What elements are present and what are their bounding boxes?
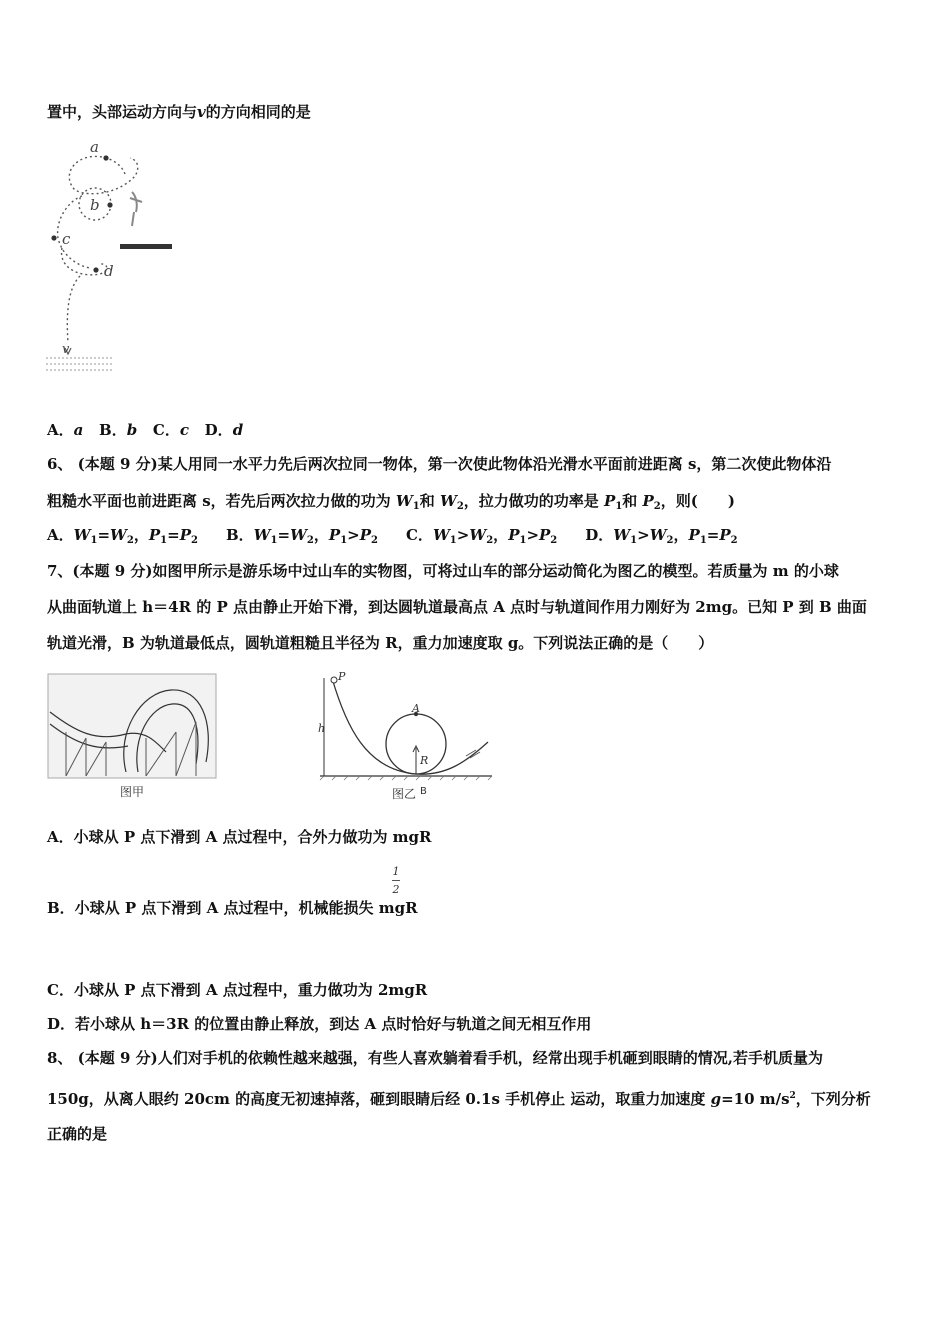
q7-line3: 轨道光滑，B 为轨道最低点，圆轨道粗糙且半径为 R，重力加速度取 g。下列说法正确的是（ ） (47, 634, 714, 652)
label-b: b (90, 196, 100, 214)
trajectory-path-top (69, 156, 137, 193)
ball-P (331, 677, 337, 683)
q6-line2: 粗糙水平面也前进距离 s，若先后两次拉力做的功为 $W_1$和 $W_2$，拉力做功的功率是 $P_1$和 $P_2$，则( ) (47, 492, 735, 512)
q6-option-c: C．$W_1>W_2$，$P_1>P_2$ (405, 526, 558, 546)
q8-line2: 150g，从离人眼约 20cm 的高度无初速掉落，砸到眼睛后经 0.1s 手机停止 运动，取重力加速度 g=10 $m/s^2$，下列分析 (47, 1090, 871, 1108)
q7-option-b: B．小球从 P 点下滑到 A 点过程中，机械能损失 mgR (47, 899, 418, 917)
label-v: v (62, 342, 70, 357)
trajectory-path-lower (62, 248, 107, 275)
q6-option-a: A．$W_1=W_2$，$P_1=P_2$ (47, 526, 198, 546)
q6-line1: 6、 (本题 9 分)某人用同一水平力先后两次拉同一物体，第一次使此物体沿光滑水平面前进距离 s，第二次使此物体沿 (47, 455, 832, 473)
q5-trajectory-figure (40, 138, 180, 380)
figure-jia-label: 图甲 (120, 785, 145, 799)
q7-figure-jia (46, 672, 218, 804)
label-c: c (62, 230, 71, 248)
point-a-dot (103, 155, 108, 160)
q5-stem: 置中，头部运动方向与v的方向相同的是 (47, 103, 311, 121)
q8-line3: 正确的是 (47, 1125, 108, 1143)
figure-yi-label: 图乙 (392, 787, 417, 801)
fraction-numerator: 1 (392, 865, 400, 878)
curved-track (332, 678, 488, 774)
point-b-dot (107, 202, 112, 207)
fraction-bar (392, 880, 400, 881)
label-a: a (90, 138, 99, 156)
point-d-dot (93, 267, 98, 272)
trajectory-path-fall (67, 276, 80, 343)
label-A: A (412, 702, 420, 715)
q6-options (47, 525, 738, 551)
q7-option-c: C．小球从 P 点下滑到 A 点过程中，重力做功为 2mgR (47, 981, 428, 999)
q7-option-d: D．若小球从 h＝3R 的位置由静止释放，到达 A 点时恰好与轨道之间无相互作用 (47, 1015, 592, 1033)
diving-board (120, 244, 172, 249)
label-d: d (104, 262, 114, 280)
q7-option-a: A．小球从 P 点下滑到 A 点过程中，合外力做功为 mgR (47, 828, 432, 846)
q8-line1: 8、 (本题 9 分)人们对手机的依赖性越来越强，有些人喜欢躺着看手机，经常出现手机砸到眼睛的情况,若手机质量为 (47, 1049, 823, 1067)
label-h: h (318, 722, 326, 735)
q6-option-d: D．$W_1>W_2$，$P_1=P_2$ (585, 526, 738, 546)
diver-silhouette (130, 192, 142, 226)
q6-option-b: B．$W_1=W_2$，$P_1>P_2$ (225, 526, 378, 546)
q5-v-symbol: v (197, 103, 206, 121)
label-P: P (338, 670, 346, 683)
point-c-dot (51, 235, 56, 240)
q7-line1: 7、(本题 9 分)如图甲所示是游乐场中过山车的实物图，可将过山车的部分运动简化为图乙的模型。若质量为 m 的小球 (47, 562, 839, 580)
q7-line2: 从曲面轨道上 h＝4R 的 P 点由静止开始下滑，到达圆轨道最高点 A 点时与轨道间作用力刚好为 2mg。已知 P 到 B 曲面 (47, 598, 867, 616)
label-R: R (420, 754, 429, 767)
label-B: B (420, 786, 427, 797)
q7-figure-yi (316, 666, 496, 804)
q5-options: A．a B．b C．c D．d (47, 421, 244, 439)
fraction-denominator: 2 (392, 883, 400, 896)
